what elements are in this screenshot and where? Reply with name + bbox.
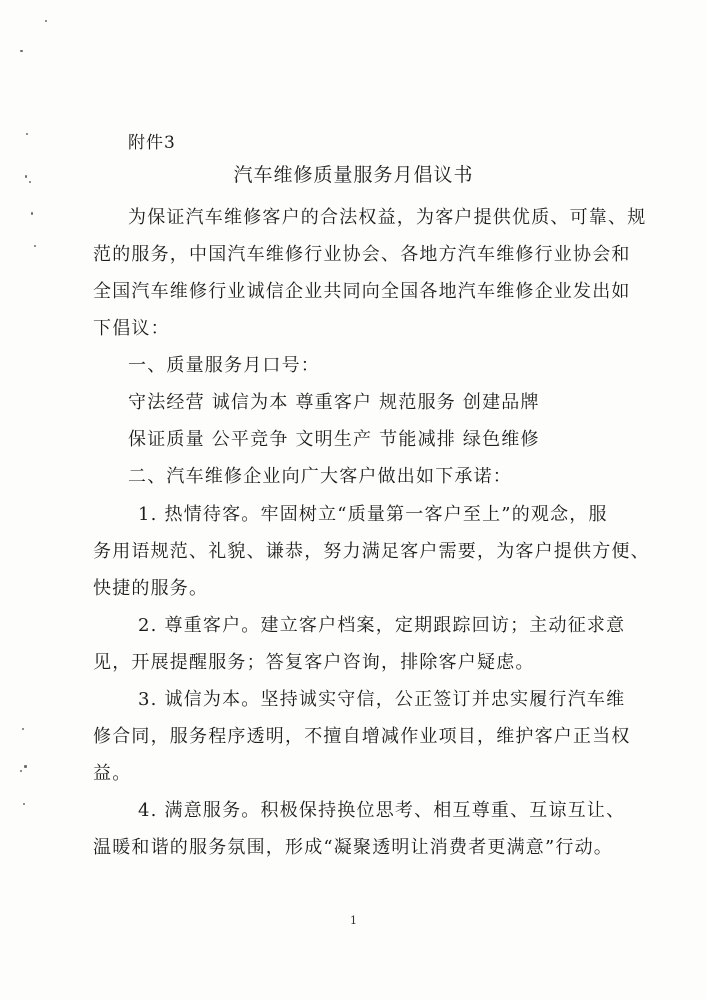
slogan-line: 守法经营 诚信为本 尊重客户 规范服务 创建品牌 <box>128 392 540 413</box>
commitment-line: 3. 诚信为本。坚持诚实守信，公正签订并忠实履行汽车维 <box>138 689 626 710</box>
commitment-line: 温暖和谐的服务氛围，形成“凝聚透明让消费者更满意”行动。 <box>93 837 614 858</box>
document-title: 汽车维修质量服务月倡议书 <box>233 164 474 186</box>
slogan-line: 保证质量 公平竞争 文明生产 节能减排 绿色维修 <box>128 429 540 450</box>
attachment-label: 附件3 <box>128 133 176 153</box>
section-heading: 二、汽车维修企业向广大客户做出如下承诺： <box>128 466 512 487</box>
scan-speck <box>24 765 27 768</box>
commitment-line: 1. 热情待客。牢固树立“质量第一客户至上”的观念，服 <box>138 504 608 525</box>
commitment-line: 快捷的服务。 <box>93 578 209 599</box>
scan-speck <box>20 770 22 772</box>
intro-line: 下倡议： <box>93 318 170 339</box>
intro-line: 全国汽车维修行业诚信企业共同向全国各地汽车维修企业发出如 <box>93 281 631 302</box>
commitment-line: 益。 <box>93 763 132 784</box>
scan-speck <box>31 212 33 215</box>
scan-speck <box>34 245 36 247</box>
commitment-line: 4. 满意服务。积极保持换位思考、相互尊重、互谅互让、 <box>138 800 626 821</box>
page-number: 1 <box>350 914 357 927</box>
intro-line: 范的服务，中国汽车维修行业协会、各地方汽车维修行业协会和 <box>93 244 631 265</box>
commitment-line: 见，开展提醒服务；答复客户咨询，排除客户疑虑。 <box>93 652 535 673</box>
scan-speck <box>45 20 47 22</box>
commitment-line: 2. 尊重客户。建立客户档案，定期跟踪回访；主动征求意 <box>138 615 626 636</box>
section-heading: 一、质量服务月口号： <box>128 355 320 376</box>
scan-speck <box>20 50 23 52</box>
scan-speck <box>26 133 28 135</box>
commitment-line: 修合同，服务程序透明，不擅自增减作业项目，维护客户正当权 <box>93 726 631 747</box>
commitment-line: 务用语规范、礼貌、谦恭，努力满足客户需要，为客户提供方便、 <box>93 541 650 562</box>
scan-speck <box>22 728 24 730</box>
scan-speck <box>23 803 25 805</box>
intro-line: 为保证汽车维修客户的合法权益，为客户提供优质、可靠、规 <box>128 207 647 228</box>
